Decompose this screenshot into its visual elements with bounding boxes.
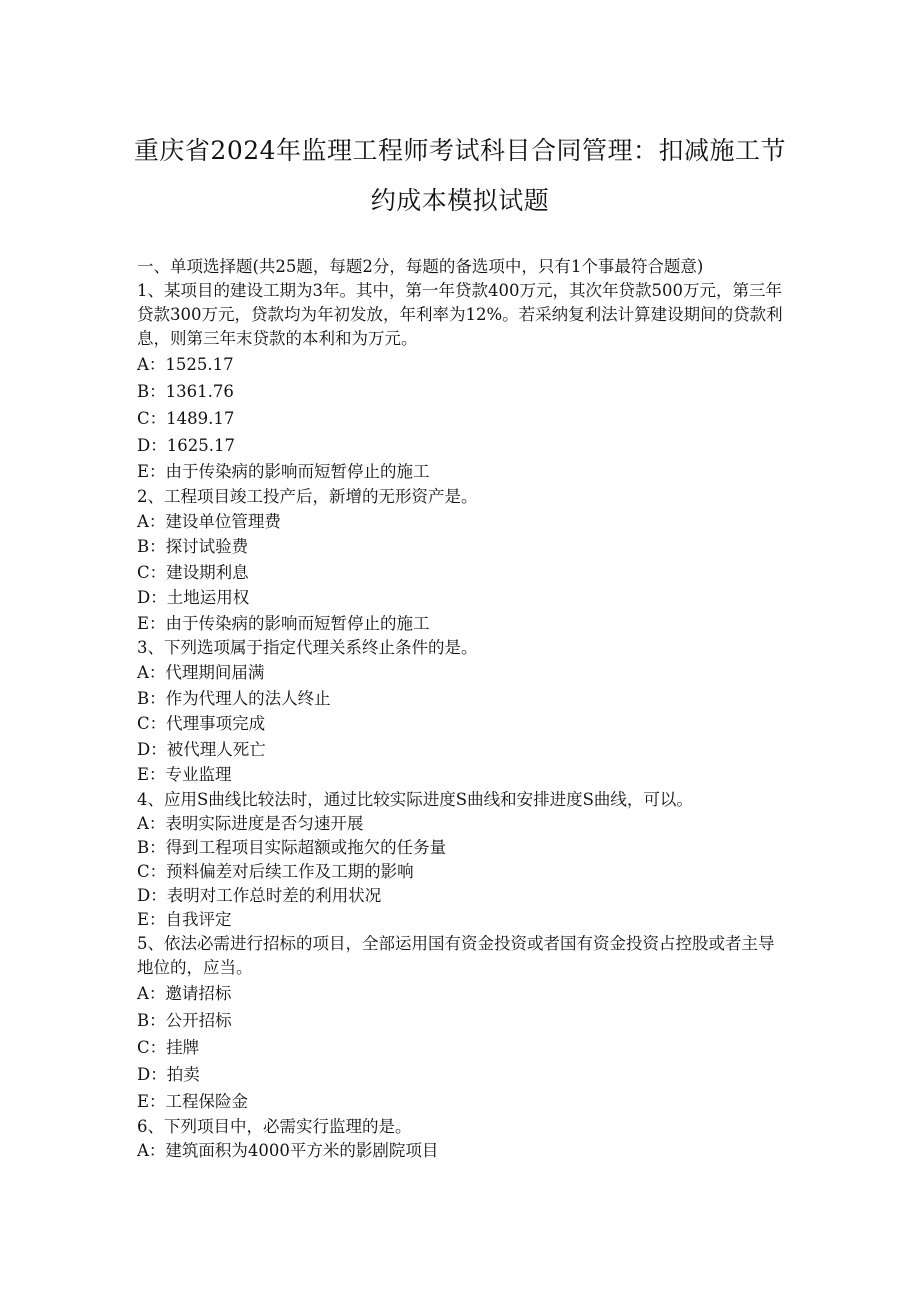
option-d: D：表明对工作总时差的利用状况 xyxy=(137,885,382,905)
option-b: B：探讨试验费 xyxy=(137,537,249,556)
document-title-line-1: 重庆省2024年监理工程师考试科目合同管理：扣减施工节 xyxy=(133,136,787,165)
question-6 xyxy=(137,1115,787,1163)
question-stem: 1、某项目的建设工期为3年。其中，第一年贷款400万元，其次年贷款500万元，第三年贷款300万元，贷款均为年初发放，年利率为12%。若采纳复利法计算建设期间的贷款利息，则第三年末贷款的本利和为万元。 xyxy=(137,281,783,348)
section-heading: 一、单项选择题(共25题，每题2分，每题的备选项中，只有1个事最符合题意) xyxy=(137,257,704,276)
option-b: B：作为代理人的法人终止 xyxy=(137,688,331,708)
option-e: E：工程保险金 xyxy=(137,1091,249,1111)
option-e: E：由于传染病的影响而短暂停止的施工 xyxy=(137,462,430,481)
question-3 xyxy=(137,636,787,788)
document-body xyxy=(137,255,787,1163)
option-a: A：代理期间届满 xyxy=(137,663,265,682)
question-4 xyxy=(137,788,787,932)
option-d: D：1625.17 xyxy=(137,436,235,455)
option-c: C：代理事项完成 xyxy=(137,714,266,733)
option-a: A：建设单位管理费 xyxy=(137,511,281,531)
option-b: B：得到工程项目实际超额或拖欠的任务量 xyxy=(137,837,447,857)
question-5 xyxy=(137,932,787,1115)
question-stem: 6、下列项目中，必需实行监理的是。 xyxy=(137,1116,412,1136)
option-a: A：邀请招标 xyxy=(137,983,232,1003)
option-a: A：建筑面积为4000平方米的影剧院项目 xyxy=(137,1140,439,1160)
option-e: E：自我评定 xyxy=(137,909,232,929)
option-c: C：挂牌 xyxy=(137,1037,200,1057)
question-stem: 3、下列选项属于指定代理关系终止条件的是。 xyxy=(137,638,478,657)
question-stem: 2、工程项目竣工投产后，新增的无形资产是。 xyxy=(137,486,478,506)
option-a: A：表明实际进度是否匀速开展 xyxy=(137,813,364,833)
option-c: C：预料偏差对后续工作及工期的影响 xyxy=(137,861,414,881)
option-b: B：公开招标 xyxy=(137,1010,232,1030)
option-d: D：拍卖 xyxy=(137,1064,200,1084)
option-a: A：1525.17 xyxy=(137,355,234,374)
question-stem: 5、依法必需进行招标的项目，全部运用国有资金投资或者国有资金投资占控股或者主导地位的，应当。 xyxy=(137,933,775,977)
option-e: E：由于传染病的影响而短暂停止的施工 xyxy=(137,613,430,633)
question-stem: 4、应用S曲线比较法时，通过比较实际进度S曲线和安排进度S曲线，可以。 xyxy=(137,789,693,809)
option-d: D：被代理人死亡 xyxy=(137,739,266,759)
option-b: B：1361.76 xyxy=(137,382,234,401)
question-2 xyxy=(137,485,787,637)
question-1 xyxy=(137,279,787,485)
option-e: E：专业监理 xyxy=(137,765,232,784)
option-d: D：土地运用权 xyxy=(137,588,250,607)
option-c: C：建设期利息 xyxy=(137,562,249,582)
document-title-line-2: 约成本模拟试题 xyxy=(370,186,550,215)
option-c: C：1489.17 xyxy=(137,409,235,428)
